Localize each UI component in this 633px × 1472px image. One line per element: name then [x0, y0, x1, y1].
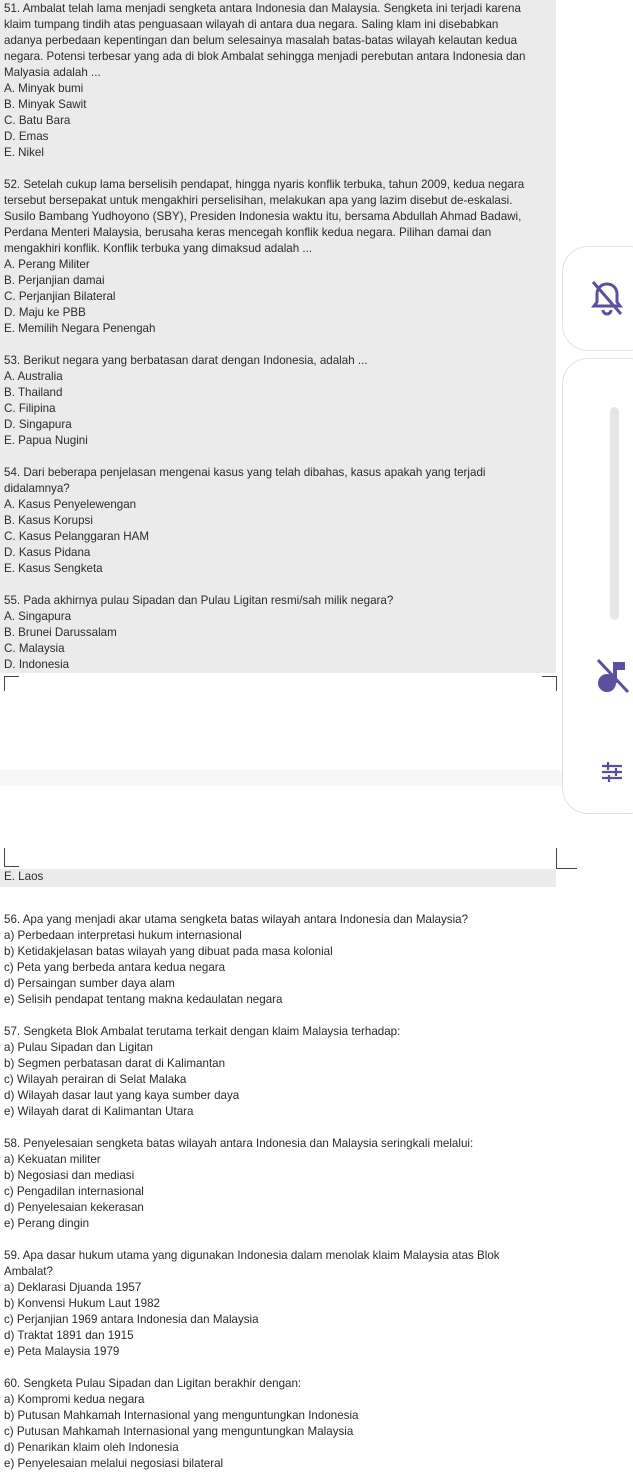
option-line: b) Konvensi Hukum Laut 1982 — [4, 1297, 160, 1310]
text-line: 57. Sengketa Blok Ambalat terutama terkait dengan klaim Malaysia terhadap: — [4, 1025, 401, 1038]
option-line: A. Kasus Penyelewengan — [4, 498, 137, 511]
selection-band — [0, 770, 562, 786]
spacer — [0, 1360, 633, 1376]
option-line: D. Indonesia — [4, 658, 70, 671]
option-line: a) Pulau Sipadan dan Ligitan — [4, 1041, 153, 1054]
option-line: D. Singapura — [4, 418, 72, 431]
option-line: C. Malaysia — [4, 642, 65, 655]
text-line: adanya perbedaan kepentingan dan belum selesainya masalah batas-batas wilayah kelautan kedua — [4, 34, 518, 47]
option-line: c) Perjanjian 1969 antara Indonesia dan Malaysia — [4, 1313, 259, 1326]
question-block-51-55 — [0, 0, 556, 673]
text-line: 55. Pada akhirnya pulau Sipadan dan Pulau Ligitan resmi/sah milik negara? — [4, 594, 394, 607]
crop-corner-bottom-left[interactable] — [4, 848, 19, 867]
spacer — [0, 161, 556, 177]
option-line: E. Papua Nugini — [4, 434, 88, 447]
question-block-56-60 — [0, 912, 633, 1472]
tune-icon[interactable] — [600, 760, 624, 784]
option-line: e) Penyelesaian melalui negosiasi bilateral — [4, 1457, 224, 1470]
text-line: 54. Dari beberapa penjelasan mengenai kasus yang telah dibahas, kasus apakah yang terjadi — [4, 466, 486, 479]
option-line: E. Memilih Negara Penengah — [4, 322, 156, 335]
option-line: D. Maju ke PBB — [4, 306, 86, 319]
option-line: B. Brunei Darussalam — [4, 626, 117, 639]
option-line: d) Penyelesaian kekerasan — [4, 1201, 144, 1214]
spacer — [0, 449, 556, 465]
option-line: a) Perbedaan interpretasi hukum internasional — [4, 929, 242, 942]
option-line: B. Perjanjian damai — [4, 274, 105, 287]
notifications-off-icon[interactable] — [590, 280, 624, 316]
option-line: B. Kasus Korupsi — [4, 514, 93, 527]
spacer — [0, 1120, 633, 1136]
option-line: A. Minyak bumi — [4, 82, 84, 95]
option-line: a) Deklarasi Djuanda 1957 — [4, 1281, 142, 1294]
option-line: c) Putusan Mahkamah Internasional yang menguntungkan Malaysia — [4, 1425, 354, 1438]
text-line: 53. Berikut negara yang berbatasan darat dengan Indonesia, adalah ... — [4, 354, 368, 367]
option-line: b) Ketidakjelasan batas wilayah yang dibuat pada masa kolonial — [4, 945, 333, 958]
option-line: C. Perjanjian Bilateral — [4, 290, 116, 303]
text-line: 58. Penyelesaian sengketa batas wilayah antara Indonesia dan Malaysia seringkali melalui: — [4, 1137, 474, 1150]
option-line: c) Peta yang berbeda antara kedua negara — [4, 961, 226, 974]
option-line: b) Putusan Mahkamah Internasional yang menguntungkan Indonesia — [4, 1409, 359, 1422]
spacer — [0, 577, 556, 593]
text-line: klaim tumpang tindih atas penguasaan wilayah di antara dua negara. Saling klam ini disebabkan — [4, 18, 499, 31]
spacer — [0, 337, 556, 353]
option-line: A. Australia — [4, 370, 63, 383]
option-line: e) Wilayah darat di Kalimantan Utara — [4, 1105, 194, 1118]
option-line: b) Segmen perbatasan darat di Kalimantan — [4, 1057, 226, 1070]
crop-corner-top-left[interactable] — [4, 676, 19, 691]
text-line: 51. Ambalat telah lama menjadi sengketa antara Indonesia dan Malaysia. Sengketa ini terjadi karena — [4, 2, 521, 15]
question-55-continued — [0, 869, 556, 887]
spacer — [0, 1008, 633, 1024]
option-line: d) Wilayah dasar laut yang kaya sumber daya — [4, 1089, 240, 1102]
option-line: E. Laos — [4, 870, 44, 883]
text-line: Susilo Bambang Yudhoyono (SBY), Presiden Indonesia waktu itu, bersama Abdullah Ahmad Badawi, — [4, 210, 522, 223]
text-line: 60. Sengketa Pulau Sipadan dan Ligitan berakhir dengan: — [4, 1377, 302, 1390]
option-line: c) Wilayah perairan di Selat Malaka — [4, 1073, 187, 1086]
option-line: d) Penarikan klaim oleh Indonesia — [4, 1441, 179, 1454]
option-line: A. Perang Militer — [4, 258, 90, 271]
option-line: E. Nikel — [4, 146, 44, 159]
text-line: 59. Apa dasar hukum utama yang digunakan Indonesia dalam menolak klaim Malaysia atas Blok — [4, 1249, 500, 1262]
option-line: E. Kasus Sengketa — [4, 562, 103, 575]
option-line: A. Singapura — [4, 610, 72, 623]
option-line: a) Kompromi kedua negara — [4, 1393, 145, 1406]
crop-corner-bottom-right[interactable] — [556, 848, 577, 869]
volume-panel — [562, 358, 633, 814]
music-off-icon[interactable] — [594, 656, 632, 696]
option-line: c) Pengadilan internasional — [4, 1185, 144, 1198]
option-line: a) Kekuatan militer — [4, 1153, 101, 1166]
crop-corner-top-right[interactable] — [542, 676, 557, 691]
option-line: C. Kasus Pelanggaran HAM — [4, 530, 149, 543]
text-line: 52. Setelah cukup lama berselisih pendapat, hingga nyaris konflik terbuka, tahun 2009, kedua negara — [4, 178, 525, 191]
option-line: B. Thailand — [4, 386, 63, 399]
text-line: tersebut bersepakat untuk mengakhiri perselisihan, melakukan apa yang lazim disebut de-eskalasi. — [4, 194, 513, 207]
option-line: d) Persaingan sumber daya alam — [4, 977, 175, 990]
text-line: Ambalat? — [4, 1265, 53, 1278]
text-line: negara. Potensi terbesar yang ada di blok Ambalat sehingga menjadi perebutan antara Indonesia dan — [4, 50, 526, 63]
text-line: didalamnya? — [4, 482, 70, 495]
option-line: D. Kasus Pidana — [4, 546, 91, 559]
spacer — [0, 1232, 633, 1248]
text-line: Malyasia adalah ... — [4, 66, 101, 79]
text-line: 56. Apa yang menjadi akar utama sengketa batas wilayah antara Indonesia dan Malaysia? — [4, 913, 469, 926]
text-line: mengakhiri konflik. Konflik terbuka yang dimaksud adalah ... — [4, 242, 313, 255]
option-line: e) Selisih pendapat tentang makna kedaulatan negara — [4, 993, 283, 1006]
option-line: D. Emas — [4, 130, 49, 143]
option-line: B. Minyak Sawit — [4, 98, 87, 111]
option-line: C. Filipina — [4, 402, 56, 415]
option-line: e) Perang dingin — [4, 1217, 90, 1230]
text-line: Perdana Menteri Malaysia, berusaha keras mencegah konflik kedua negara. Pilihan damai dan — [4, 226, 492, 239]
volume-slider[interactable] — [610, 407, 619, 620]
option-line: b) Negosiasi dan mediasi — [4, 1169, 135, 1182]
option-line: C. Batu Bara — [4, 114, 71, 127]
option-line: e) Peta Malaysia 1979 — [4, 1345, 120, 1358]
option-line: d) Traktat 1891 dan 1915 — [4, 1329, 134, 1342]
